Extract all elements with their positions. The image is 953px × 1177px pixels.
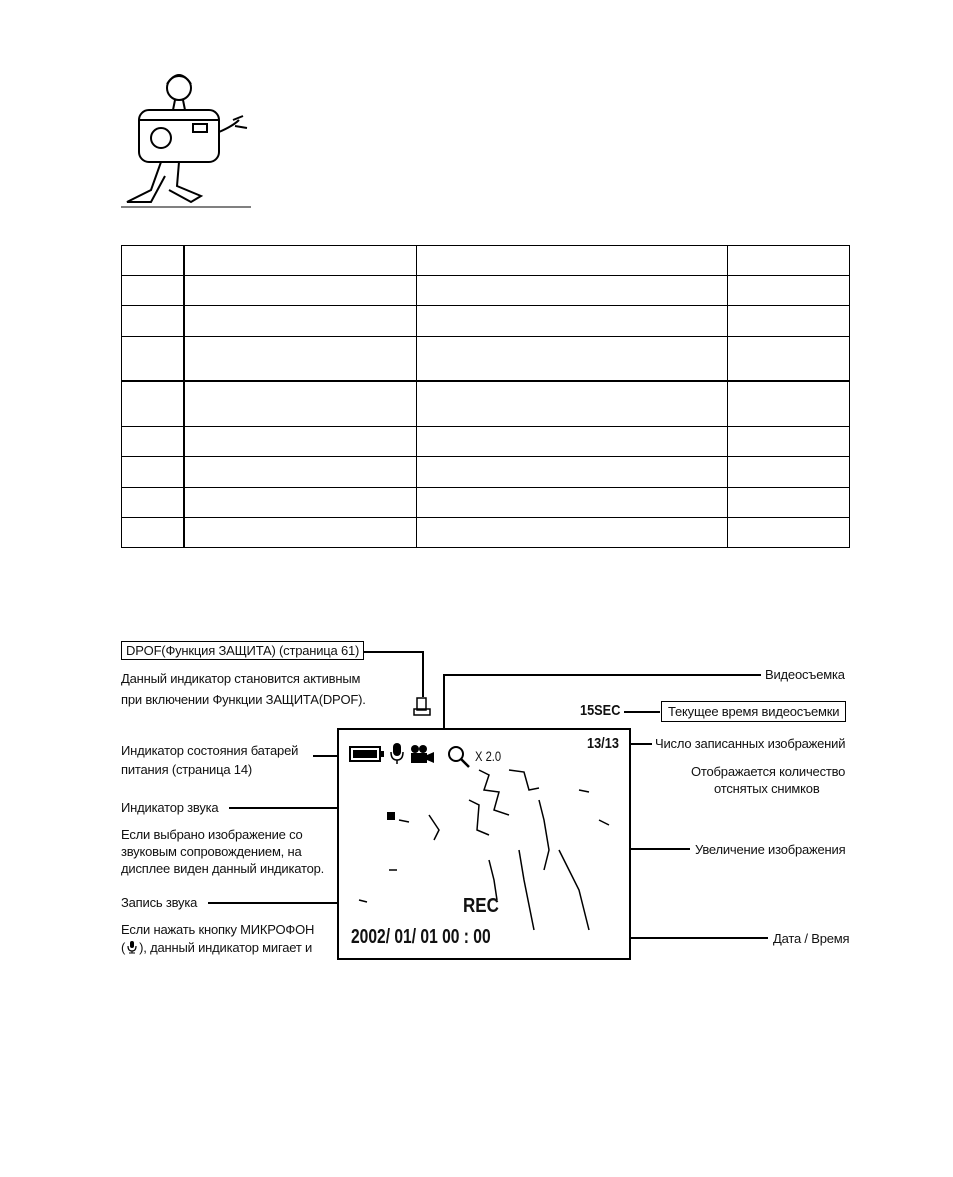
datetime-readout: 2002/ 01/ 01 00 : 00 bbox=[351, 926, 491, 948]
sound-desc-3: дисплее виден данный индикатор. bbox=[121, 861, 325, 876]
voice-desc-2: ( ), данный индикатор мигает и bbox=[121, 940, 313, 955]
table-row bbox=[122, 246, 850, 276]
sound-label: Индикатор звука bbox=[121, 800, 219, 815]
microphone-icon bbox=[125, 940, 139, 954]
dpof-icon bbox=[413, 697, 431, 717]
leader-line bbox=[422, 651, 424, 697]
zoom-label: Увеличение изображения bbox=[695, 842, 846, 857]
table-row bbox=[122, 381, 850, 426]
table-row bbox=[122, 276, 850, 306]
voice-rec-label: Запись звука bbox=[121, 895, 198, 910]
shown-count-2: отснятых снимков bbox=[714, 781, 820, 796]
table-row bbox=[122, 517, 850, 547]
dpof-label-box: DPOF(Функция ЗАЩИТА) (страница 61) bbox=[121, 641, 364, 660]
leader-line bbox=[364, 651, 424, 653]
table-row bbox=[122, 487, 850, 517]
rec-indicator: REC bbox=[463, 895, 499, 917]
table-row bbox=[122, 306, 850, 336]
scene-background bbox=[339, 730, 629, 958]
sound-icon bbox=[389, 742, 405, 766]
sound-desc-1: Если выбрано изображение со bbox=[121, 827, 303, 842]
leader-line bbox=[443, 674, 761, 676]
dpof-desc-2: при включении Функции ЗАЩИТА(DPOF). bbox=[121, 692, 366, 707]
zoom-magnifier-icon bbox=[447, 745, 471, 769]
sound-desc-2: звуковым сопровождением, на bbox=[121, 844, 302, 859]
lcd-screen bbox=[337, 728, 631, 960]
battery-icon bbox=[349, 746, 385, 762]
video-label: Видеосъемка bbox=[765, 667, 845, 682]
battery-label-2: питания (страница 14) bbox=[121, 762, 252, 777]
camera-mascot-icon bbox=[121, 66, 251, 208]
video-camera-icon bbox=[409, 744, 435, 764]
dpof-desc-1: Данный индикатор становится активным bbox=[121, 671, 361, 686]
image-counter: 13/13 bbox=[587, 735, 619, 752]
voice-desc-1: Если нажать кнопку МИКРОФОН bbox=[121, 922, 315, 937]
zoom-readout: X 2.0 bbox=[475, 748, 502, 764]
video-time-readout: 15SEC bbox=[580, 702, 621, 719]
battery-label-1: Индикатор состояния батарей bbox=[121, 743, 299, 758]
recorded-count-label: Число записанных изображений bbox=[655, 736, 846, 751]
datetime-label: Дата / Время bbox=[773, 931, 850, 946]
table-row bbox=[122, 457, 850, 487]
info-table bbox=[121, 245, 850, 548]
table-row bbox=[122, 427, 850, 457]
table-row bbox=[122, 336, 850, 381]
current-time-box: Текущее время видеосъемки bbox=[661, 701, 846, 722]
shown-count-1: Отображается количество bbox=[691, 764, 846, 779]
leader-line bbox=[624, 711, 660, 713]
